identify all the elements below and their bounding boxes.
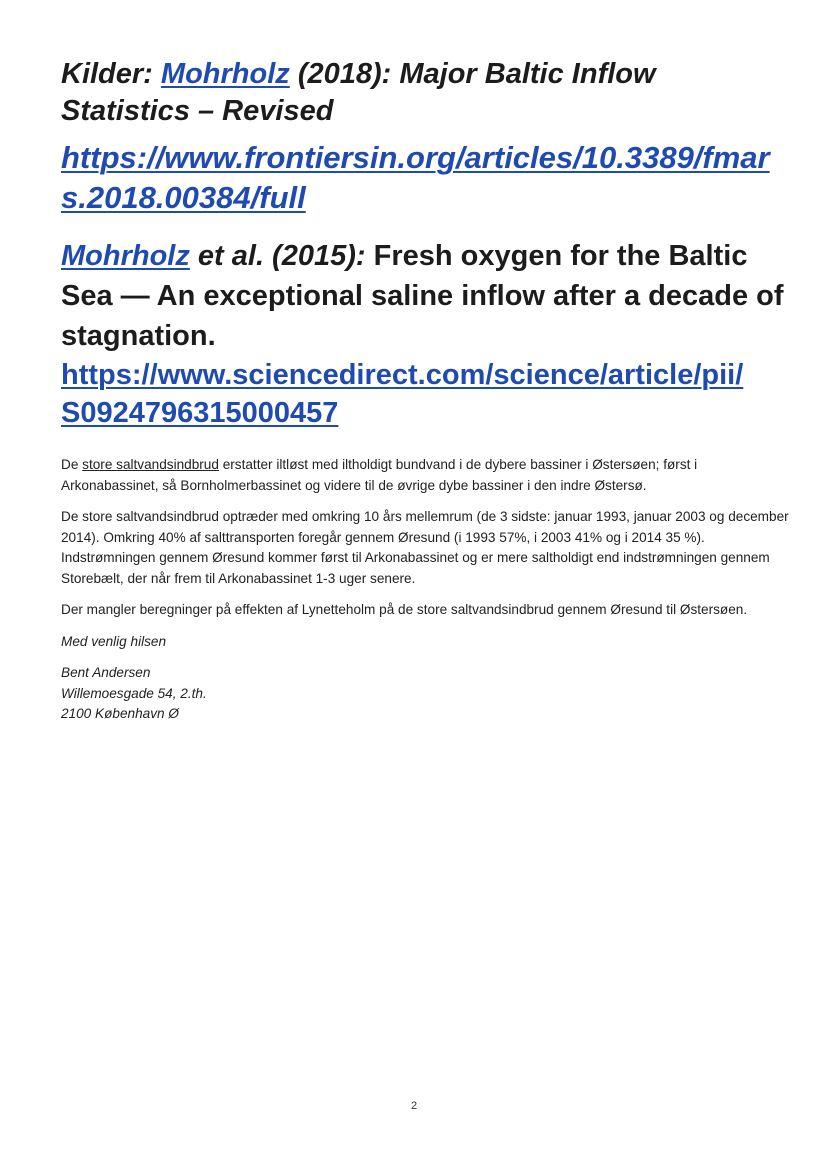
- reference-2-url-line-2[interactable]: S0924796315000457: [61, 397, 339, 429]
- closing-greeting: Med venlig hilsen: [61, 633, 167, 649]
- reference-1-url-line-1[interactable]: https://www.frontiersin.org/articles/10.3389/fmar: [61, 140, 770, 175]
- paragraph-1-lead: De: [61, 457, 83, 472]
- paragraph-inflow-statistics: De store saltvandsindbrud optræder med omkring 10 års mellemrum (de 3 sidste: januar 1993, januar 2003 og december 2014). Omkring 40% af salttransporten foregår gennem Øresund (i 1993 57%, i 2003 41% og i 2014 35 %). Indstrømningen gennem Øresund kommer først til Arkonabassinet og er mere saltholdigt end indstrømningen gennem Storebælt, der når frem til Arkonabassinet 1-3 uger senere.: [61, 509, 789, 586]
- paragraph-1-rest: erstatter iltløst med iltholdigt bundvand i de dybere bassiner i Østersøen; først i Arkonabassinet, så Bornholmerbassinet og videre til de øvrige dybe bassiner i den indre Østersø.: [61, 457, 698, 493]
- sender-name: Bent Andersen: [61, 665, 151, 680]
- paragraph-saltwater-inflow: [61, 455, 789, 496]
- paragraph-missing-calculations: Der mangler beregninger på effekten af Lynetteholm på de store saltvandsindbrud gennem Øresund til Østersøen.: [61, 602, 748, 617]
- sender-city: 2100 København Ø: [61, 706, 179, 721]
- reference-2-title-line-2: Sea — An exceptional saline inflow after a decade of: [61, 280, 784, 312]
- reference-1-url[interactable]: [61, 138, 801, 218]
- reference-2-author-link[interactable]: Mohrholz: [61, 240, 190, 272]
- signature-block: [61, 632, 789, 725]
- reference-1-prefix: Kilder:: [61, 58, 161, 90]
- paragraph-1-underlined-term: store saltvandsindbrud: [82, 457, 219, 472]
- reference-frontiers: [61, 56, 801, 218]
- reference-1-author-link[interactable]: Mohrholz: [160, 58, 290, 90]
- reference-2-title-line-1: [61, 236, 801, 276]
- sender-street: Willemoesgade 54, 2.th.: [61, 685, 207, 701]
- reference-2-title-part-1: Fresh oxygen for the Baltic: [365, 240, 748, 272]
- sender-address: [61, 663, 789, 725]
- reference-2-title-line-3: stagnation.: [61, 320, 216, 352]
- reference-sciencedirect: [61, 236, 801, 432]
- reference-2-url[interactable]: [61, 356, 801, 432]
- reference-2-url-line-1[interactable]: https://www.sciencedirect.com/science/article/pii/: [61, 359, 744, 391]
- page-number: 2: [410, 1100, 418, 1112]
- letter-body: [61, 455, 789, 736]
- reference-1-title-part-1: (2018): Major Baltic Inflow: [289, 58, 656, 90]
- reference-1-url-line-2[interactable]: s.2018.00384/full: [61, 180, 306, 215]
- reference-1-title-line-1: [61, 56, 801, 93]
- reference-1-title-line-2: Statistics – Revised: [61, 95, 334, 127]
- reference-2-etal: et al. (2015):: [189, 240, 366, 272]
